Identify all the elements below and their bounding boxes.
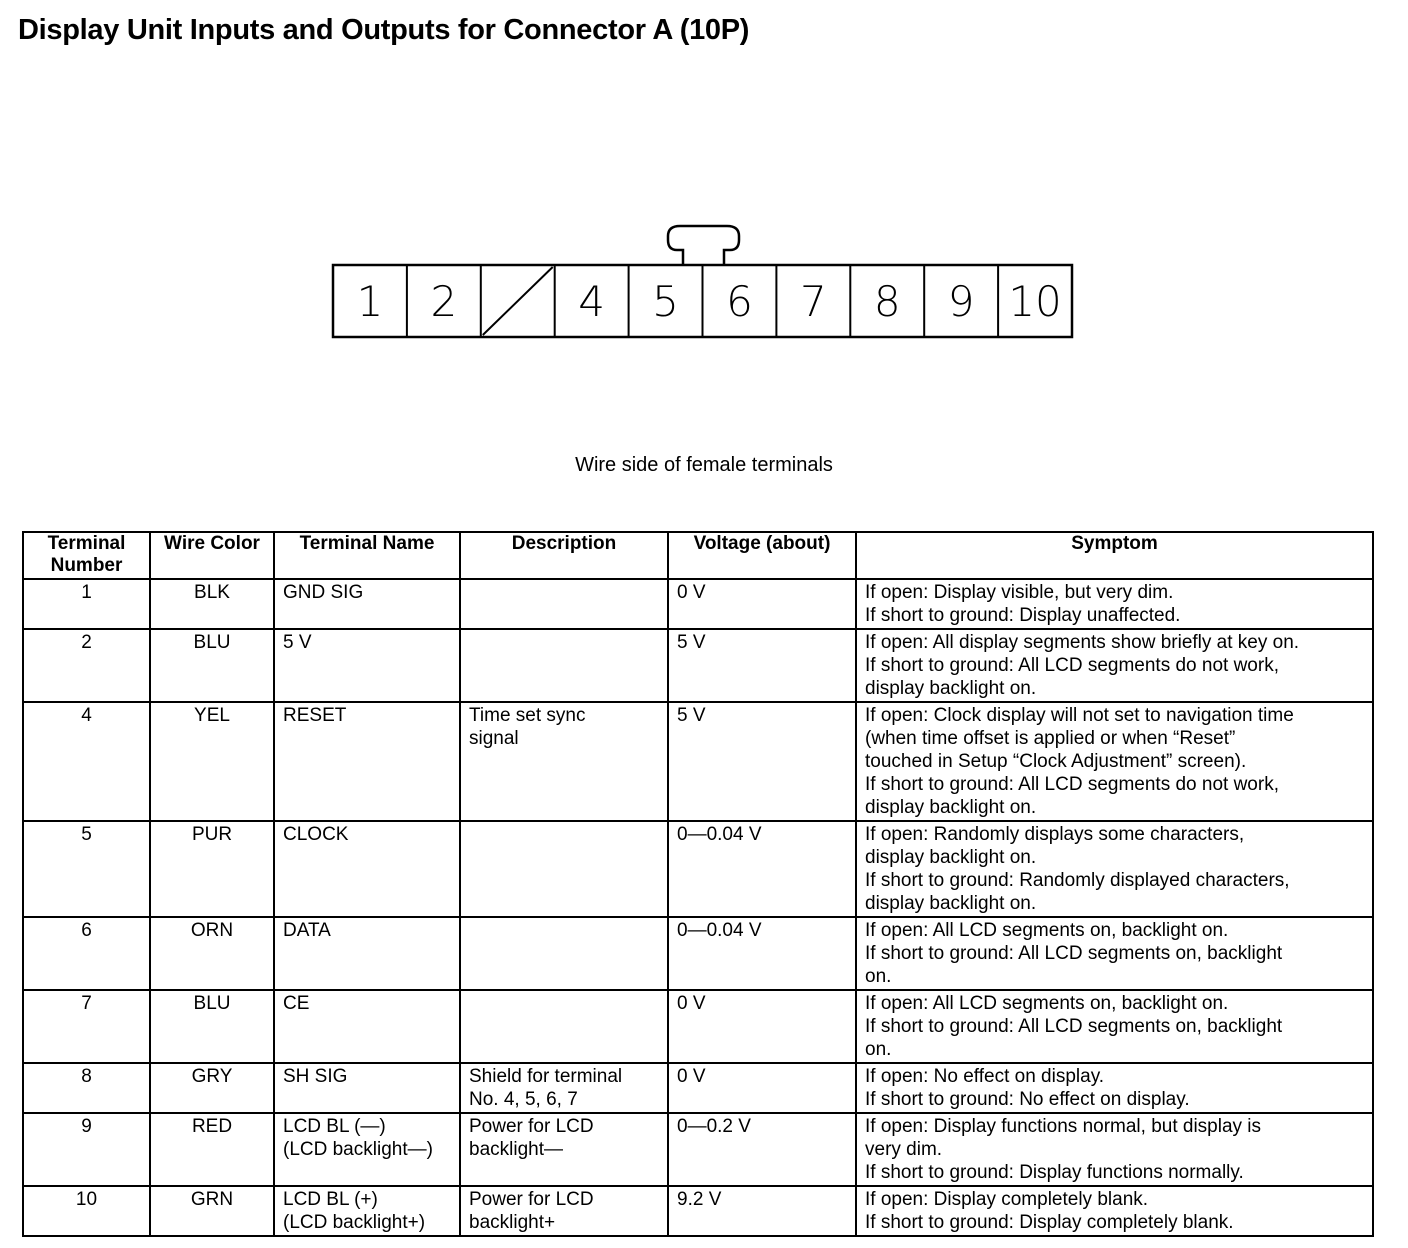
- cell-line: GND SIG: [283, 582, 364, 603]
- cell-line: LCD BL (—): [283, 1116, 386, 1137]
- cell-terminal-number: 2: [23, 629, 150, 702]
- cell-terminal-name: [274, 629, 460, 702]
- header-symptom: Symptom: [856, 532, 1373, 579]
- cell-terminal-name: [274, 1063, 460, 1113]
- cell-description: [460, 1186, 668, 1236]
- connector-terminal-label: 5: [652, 277, 679, 326]
- cell-line: display backlight on.: [865, 893, 1037, 914]
- cell-voltage: 0—0.2 V: [668, 1113, 856, 1186]
- cell-line: If open: Display visible, but very dim.: [865, 582, 1174, 603]
- cell-line: If open: All display segments show briefly at key on.: [865, 632, 1300, 653]
- connector-terminal-label: 8: [873, 277, 901, 326]
- cell-line: If short to ground: No effect on display.: [865, 1089, 1190, 1110]
- connector-diagram: [0, 0, 1408, 400]
- cell-line: Power for LCD: [469, 1116, 594, 1137]
- cell-line: DATA: [283, 920, 331, 941]
- cell-wire-color: YEL: [150, 702, 274, 821]
- cell-description: [460, 1113, 668, 1186]
- cell-line: CLOCK: [283, 824, 349, 845]
- cell-line: If short to ground: All LCD segments do not work,: [865, 774, 1279, 795]
- cell-terminal-name: [274, 990, 460, 1063]
- cell-line: (LCD backlight—): [283, 1139, 433, 1160]
- cell-symptom: [856, 1186, 1373, 1236]
- connector-terminal-label: 10: [1008, 277, 1062, 326]
- cell-line: If short to ground: Display functions normally.: [865, 1162, 1244, 1183]
- cell-terminal-number: 9: [23, 1113, 150, 1186]
- cell-terminal-number: 8: [23, 1063, 150, 1113]
- cell-line: display backlight on.: [865, 797, 1037, 818]
- cell-symptom: [856, 1113, 1373, 1186]
- cell-wire-color: BLK: [150, 579, 274, 629]
- cell-line: Time set sync: [469, 705, 586, 726]
- connector-terminal-label: 2: [430, 277, 458, 326]
- cell-line: If short to ground: Randomly displayed characters,: [865, 870, 1290, 891]
- table-row: [23, 990, 1373, 1063]
- header-wire-color: Wire Color: [150, 532, 274, 579]
- cell-line: backlight+: [469, 1212, 556, 1233]
- cell-description: [460, 821, 668, 917]
- cell-terminal-name: [274, 1113, 460, 1186]
- connector-lock-tab: [668, 226, 739, 265]
- table-row: [23, 629, 1373, 702]
- cell-wire-color: ORN: [150, 917, 274, 990]
- cell-description: [460, 917, 668, 990]
- header-terminal-name: Terminal Name: [274, 532, 460, 579]
- cell-wire-color: GRN: [150, 1186, 274, 1236]
- cell-symptom: [856, 629, 1373, 702]
- cell-voltage: 5 V: [668, 702, 856, 821]
- cell-terminal-number: 1: [23, 579, 150, 629]
- header-terminal-number: Terminal Number: [23, 532, 150, 579]
- cell-line: (when time offset is applied or when “Reset”: [865, 728, 1236, 749]
- cell-line: backlight—: [469, 1139, 563, 1160]
- cell-terminal-name: [274, 579, 460, 629]
- cell-terminal-name: [274, 821, 460, 917]
- cell-line: If short to ground: Display completely blank.: [865, 1212, 1234, 1233]
- cell-symptom: [856, 702, 1373, 821]
- cell-symptom: [856, 579, 1373, 629]
- cell-line: (LCD backlight+): [283, 1212, 426, 1233]
- cell-line: If open: All LCD segments on, backlight on.: [865, 920, 1229, 941]
- cell-voltage: 0 V: [668, 1063, 856, 1113]
- connector-terminal-label: 4: [578, 277, 606, 326]
- cell-terminal-number: 5: [23, 821, 150, 917]
- cell-line: signal: [469, 728, 519, 749]
- cell-line: SH SIG: [283, 1066, 348, 1087]
- table-row: [23, 1063, 1373, 1113]
- cell-terminal-number: 7: [23, 990, 150, 1063]
- cell-line: on.: [865, 966, 892, 987]
- cell-line: Power for LCD: [469, 1189, 594, 1210]
- cell-symptom: [856, 990, 1373, 1063]
- cell-description: [460, 579, 668, 629]
- cell-terminal-name: [274, 702, 460, 821]
- cell-terminal-name: [274, 917, 460, 990]
- cell-voltage: 9.2 V: [668, 1186, 856, 1236]
- cell-voltage: 0—0.04 V: [668, 917, 856, 990]
- cell-line: display backlight on.: [865, 678, 1037, 699]
- table-header-row: [23, 532, 1373, 579]
- header-description: Description: [460, 532, 668, 579]
- cell-wire-color: RED: [150, 1113, 274, 1186]
- cell-wire-color: PUR: [150, 821, 274, 917]
- cell-description: [460, 702, 668, 821]
- table-row: [23, 917, 1373, 990]
- io-table: [22, 531, 1374, 1237]
- cell-line: If short to ground: All LCD segments on, backlight: [865, 1016, 1283, 1037]
- cell-terminal-name: [274, 1186, 460, 1236]
- connector-terminal-label: 7: [799, 277, 827, 326]
- cell-line: CE: [283, 993, 310, 1014]
- cell-line: If short to ground: All LCD segments do not work,: [865, 655, 1279, 676]
- cell-description: [460, 990, 668, 1063]
- cell-voltage: 0 V: [668, 990, 856, 1063]
- cell-line: 5 V: [283, 632, 312, 653]
- connector-terminal-label: 1: [356, 277, 384, 326]
- cell-line: If open: Randomly displays some characters,: [865, 824, 1245, 845]
- connector-terminal-label: 6: [726, 277, 753, 326]
- connector-terminal-label: 9: [947, 277, 975, 326]
- cell-wire-color: GRY: [150, 1063, 274, 1113]
- cell-wire-color: BLU: [150, 629, 274, 702]
- cell-voltage: 0 V: [668, 579, 856, 629]
- cell-line: RESET: [283, 705, 347, 726]
- cell-terminal-number: 10: [23, 1186, 150, 1236]
- cell-description: [460, 629, 668, 702]
- cell-line: display backlight on.: [865, 847, 1037, 868]
- table-row: [23, 821, 1373, 917]
- cell-line: Shield for terminal: [469, 1066, 623, 1087]
- table-row: [23, 1113, 1373, 1186]
- cell-line: LCD BL (+): [283, 1189, 378, 1210]
- page-title: Display Unit Inputs and Outputs for Connector A (10P): [18, 14, 750, 46]
- cell-line: If short to ground: Display unaffected.: [865, 605, 1181, 626]
- cell-symptom: [856, 917, 1373, 990]
- diagram-caption: Wire side of female terminals: [575, 454, 833, 476]
- cell-symptom: [856, 821, 1373, 917]
- cell-line: If open: No effect on display.: [865, 1066, 1105, 1087]
- cell-wire-color: BLU: [150, 990, 274, 1063]
- table-row: [23, 702, 1373, 821]
- cell-line: If open: All LCD segments on, backlight on.: [865, 993, 1229, 1014]
- cell-symptom: [856, 1063, 1373, 1113]
- cell-line: If short to ground: All LCD segments on, backlight: [865, 943, 1283, 964]
- cell-line: If open: Display functions normal, but display is: [865, 1116, 1262, 1137]
- cell-description: [460, 1063, 668, 1113]
- table-row: [23, 579, 1373, 629]
- cell-line: No. 4, 5, 6, 7: [469, 1089, 578, 1110]
- cell-line: very dim.: [865, 1139, 943, 1160]
- cell-line: If open: Clock display will not set to navigation time: [865, 705, 1294, 726]
- cell-voltage: 0—0.04 V: [668, 821, 856, 917]
- header-voltage: Voltage (about): [668, 532, 856, 579]
- cell-line: on.: [865, 1039, 892, 1060]
- table-row: [23, 1186, 1373, 1236]
- cell-line: touched in Setup “Clock Adjustment” screen).: [865, 751, 1247, 772]
- cell-voltage: 5 V: [668, 629, 856, 702]
- cell-line: If open: Display completely blank.: [865, 1189, 1149, 1210]
- cell-terminal-number: 4: [23, 702, 150, 821]
- cell-terminal-number: 6: [23, 917, 150, 990]
